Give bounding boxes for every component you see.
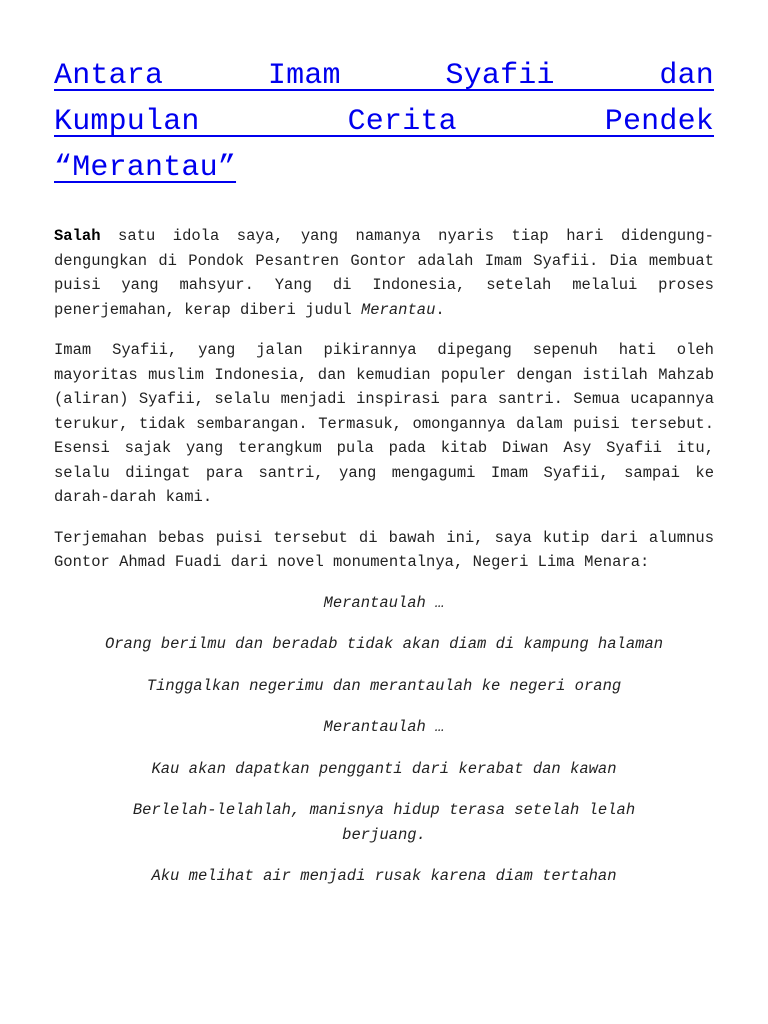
title-line-3[interactable]: “Merantau” <box>54 151 237 185</box>
poem-line: Merantaulah … <box>323 593 445 612</box>
poem <box>54 591 714 889</box>
poem-line: Orang berilmu dan beradab tidak akan diam di kampung halaman <box>104 635 664 653</box>
paragraph-1-text: satu idola saya, yang namanya nyaris tiap hari didengung-dengungkan di Pondok Pesantren Gontor adalah Imam Syafii. Dia membuat puisi yang mahsyur. Yang di Indonesia, setelah melalui proses penerjemahan, kerap diberi judul <box>54 227 714 319</box>
title-line-2[interactable]: Kumpulan Cerita Pendek <box>54 105 714 139</box>
paragraph-1-end: . <box>435 300 445 319</box>
article-title <box>54 56 714 194</box>
paragraph-1-italic: Merantau <box>360 300 436 319</box>
paragraph-1 <box>54 224 714 322</box>
poem-line: Merantaulah … <box>323 718 445 736</box>
paragraph-1-lead: Salah <box>54 227 101 245</box>
paragraph-2: Imam Syafii, yang jalan pikirannya dipegang sepenuh hati oleh mayoritas muslim Indonesia, dan kemudian populer dengan istilah Mahzab (aliran) Syafii, selalu menjadi inspirasi para santri. Semua ucapannya terukur, tidak sembarangan. Termasuk, omongannya dalam puisi tersebut. Esensi sajak yang terangkum pula pada kitab Diwan Asy Syafii itu, selalu diingat para santri, yang mengagumi Imam Syafii, sampai ke darah-darah kami. <box>54 341 714 506</box>
title-line-1[interactable]: Antara Imam Syafii dan <box>54 59 714 93</box>
poem-line: Tinggalkan negerimu dan merantaulah ke negeri orang <box>146 676 622 695</box>
paragraph-3: Terjemahan bebas puisi tersebut di bawah ini, saya kutip dari alumnus Gontor Ahmad Fuadi dari novel monumentalnya, Negeri Lima Menara: <box>54 528 714 571</box>
poem-line: Berlelah-lelahlah, manisnya hidup terasa setelah lelah berjuang. <box>132 801 636 844</box>
poem-line: Aku melihat air menjadi rusak karena diam tertahan <box>151 867 617 885</box>
poem-line: Kau akan dapatkan pengganti dari kerabat dan kawan <box>151 759 617 778</box>
